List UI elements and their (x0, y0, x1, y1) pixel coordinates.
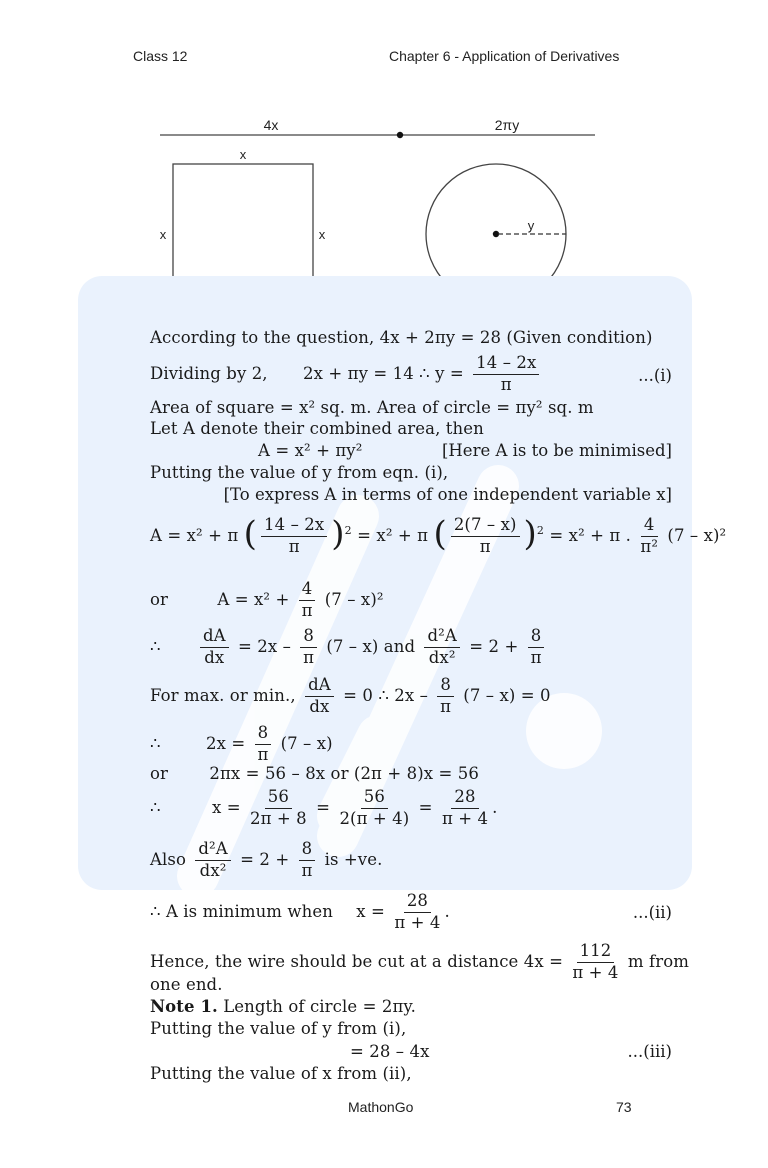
equation-line: = 28 – 4x (350, 1042, 430, 1061)
equation-fragment: (7 – x) = 0 (463, 685, 551, 705)
text-line: Area of square = x² sq. m. Area of circle = πy² sq. m (150, 398, 594, 417)
equation-fragment: x = (356, 901, 385, 921)
fraction-denominator: π (479, 536, 491, 556)
equation-line (150, 942, 689, 983)
fraction-numerator: 28 (451, 788, 478, 809)
fraction-numerator: dA (305, 676, 334, 697)
equation-fragment: = 0 ∴ 2x – (343, 685, 428, 705)
fraction-denominator: dx (309, 696, 330, 716)
fraction (473, 354, 539, 395)
footer-brand: MathonGo (348, 1099, 414, 1115)
text-fragment: m from (627, 951, 689, 971)
equation-ref: ...(ii) (632, 903, 672, 922)
fraction (299, 840, 316, 881)
equation-fragment: is +ve. (324, 849, 383, 869)
square-left-label: x (159, 227, 167, 242)
equation-fragment: A = x² + (217, 589, 290, 609)
note-label: Note 1. (150, 997, 218, 1016)
therefore-symbol: ∴ (150, 733, 161, 753)
text-fragment: Hence, the wire should be cut at a distance 4x = (150, 951, 564, 971)
text-line (150, 997, 416, 1016)
fraction-numerator: 14 – 2x (261, 516, 327, 537)
fraction-denominator: 2(π + 4) (339, 808, 410, 828)
fraction-numerator: 8 (300, 627, 317, 648)
paren-close: ) (331, 514, 345, 555)
text-line: [To express A in terms of one independent variable x] (223, 485, 672, 504)
equation-line (150, 354, 543, 395)
fraction-numerator: 4 (641, 516, 658, 537)
fraction-denominator: π (301, 600, 313, 620)
text-line: Putting the value of x from (ii), (150, 1064, 412, 1083)
equation-fragment: = x² + π (357, 525, 429, 545)
fraction-numerator: 8 (528, 627, 545, 648)
text-line: one end. (150, 975, 223, 994)
fraction (200, 627, 229, 668)
equation-line (150, 676, 551, 717)
text-fragment: or (150, 764, 169, 783)
fraction-numerator: 112 (577, 942, 615, 963)
fraction-numerator: 2(7 – x) (451, 516, 520, 537)
fraction-denominator: π (301, 860, 313, 880)
equation-line (150, 892, 450, 933)
fraction-denominator: π (500, 374, 512, 394)
fraction (572, 942, 618, 983)
fraction-denominator: π (530, 647, 542, 667)
fraction (424, 627, 459, 668)
text-line: Putting the value of y from (i), (150, 1019, 407, 1038)
equation-fragment: = x² + π . (549, 525, 632, 545)
wire-cut-point (397, 132, 403, 138)
fraction (261, 516, 327, 557)
paren-open: ( (243, 514, 258, 555)
header-class-label: Class 12 (133, 48, 188, 64)
fraction-numerator: 28 (404, 892, 431, 913)
equation-fragment: x = (211, 797, 241, 817)
fraction-denominator: 2π + 8 (250, 808, 307, 828)
fraction (305, 676, 334, 717)
fraction-numerator: d²A (424, 627, 459, 648)
fraction-numerator: 8 (255, 724, 272, 745)
equation-fragment: (7 – x)² (324, 589, 384, 609)
fraction-denominator: π (303, 647, 315, 667)
equals-sign: = (418, 797, 433, 817)
paren-close: ) (523, 514, 537, 555)
circle-radius-label: y (527, 218, 535, 233)
equation-note: [Here A is to be minimised] (441, 441, 672, 460)
text-fragment: Dividing by 2, (150, 363, 268, 383)
therefore-symbol: ∴ (150, 636, 161, 656)
fraction (299, 580, 316, 621)
fraction-denominator: π + 4 (441, 808, 489, 828)
equation-ref: ...(i) (638, 366, 672, 385)
fraction-numerator: 14 – 2x (473, 354, 539, 375)
fraction (437, 676, 454, 717)
equation-fragment: (7 – x) (280, 733, 333, 753)
equation-fragment: 2x + πy = 14 ∴ y = (303, 363, 464, 383)
fraction (250, 788, 307, 829)
text-fragment: For max. or min., (150, 685, 296, 705)
fraction-denominator: dx² (428, 647, 456, 667)
equation-line (150, 788, 497, 829)
fraction (442, 788, 488, 829)
fraction-numerator: 8 (299, 840, 316, 861)
fraction-denominator: π (257, 744, 269, 764)
period: . (444, 901, 450, 921)
fraction-denominator: π + 4 (394, 912, 441, 932)
fraction-numerator: d²A (195, 840, 230, 861)
equation-fragment: = 2 + (469, 636, 519, 656)
fraction (195, 840, 230, 881)
fraction-numerator: dA (200, 627, 229, 648)
fraction (339, 788, 409, 829)
equation-fragment: = 2 + (240, 849, 290, 869)
equation-fragment: 2πx = 56 – 8x or (2π + 8)x = 56 (209, 764, 479, 783)
header-chapter-title: Chapter 6 - Application of Derivatives (389, 48, 620, 64)
fraction (640, 516, 658, 557)
equation-line (150, 627, 548, 668)
fraction (451, 516, 520, 557)
wire-right-label: 2πy (494, 117, 520, 133)
equation-fragment: A = x² + π (150, 525, 239, 545)
equation-fragment: (7 – x)² (667, 525, 727, 545)
fraction-numerator: 56 (265, 788, 292, 809)
equation-line (150, 724, 333, 765)
equation-ref: ...(iii) (627, 1042, 672, 1061)
fraction-numerator: 4 (299, 580, 316, 601)
text-line: Putting the value of y from eqn. (i), (150, 463, 449, 482)
equation-line: A = x² + πy² (258, 441, 363, 460)
period: . (492, 797, 498, 817)
therefore-symbol: ∴ (150, 797, 161, 817)
equation-fragment: = 2x – (238, 636, 291, 656)
fraction-denominator: π (288, 536, 300, 556)
text-fragment: Length of circle = 2πy. (223, 997, 416, 1016)
fraction (300, 627, 317, 668)
fraction (528, 627, 545, 668)
equation-fragment: (7 – x) and (326, 636, 416, 656)
exponent: 2 (536, 523, 545, 537)
text-fragment: Also (150, 849, 186, 869)
fraction-denominator: dx (204, 647, 225, 667)
fraction-numerator: 8 (437, 676, 454, 697)
equation-line (150, 840, 382, 881)
fraction-denominator: π + 4 (572, 962, 619, 982)
text-fragment: ∴ A is minimum when (150, 901, 333, 921)
equation-fragment: 2x = (205, 733, 246, 753)
equals-sign: = (316, 797, 331, 817)
exponent: 2 (344, 523, 352, 537)
text-line: Let A denote their combined area, then (150, 419, 484, 438)
paren-open: ( (433, 514, 447, 555)
text-line: According to the question, 4x + 2πy = 28 (Given condition) (150, 328, 653, 347)
fraction-denominator: dx² (199, 860, 227, 880)
equation-line (150, 580, 384, 621)
fraction-denominator: π² (640, 536, 659, 556)
text-fragment: or (150, 589, 169, 609)
equation-line (150, 764, 479, 783)
equation-line (150, 516, 726, 557)
page-number: 73 (616, 1099, 632, 1115)
wire-left-label: 4x (263, 117, 279, 133)
fraction (394, 892, 440, 933)
fraction-numerator: 56 (361, 788, 388, 809)
square-top-label: x (239, 147, 247, 162)
square-right-label: x (318, 227, 326, 242)
fraction (255, 724, 272, 765)
fraction-denominator: π (440, 696, 452, 716)
